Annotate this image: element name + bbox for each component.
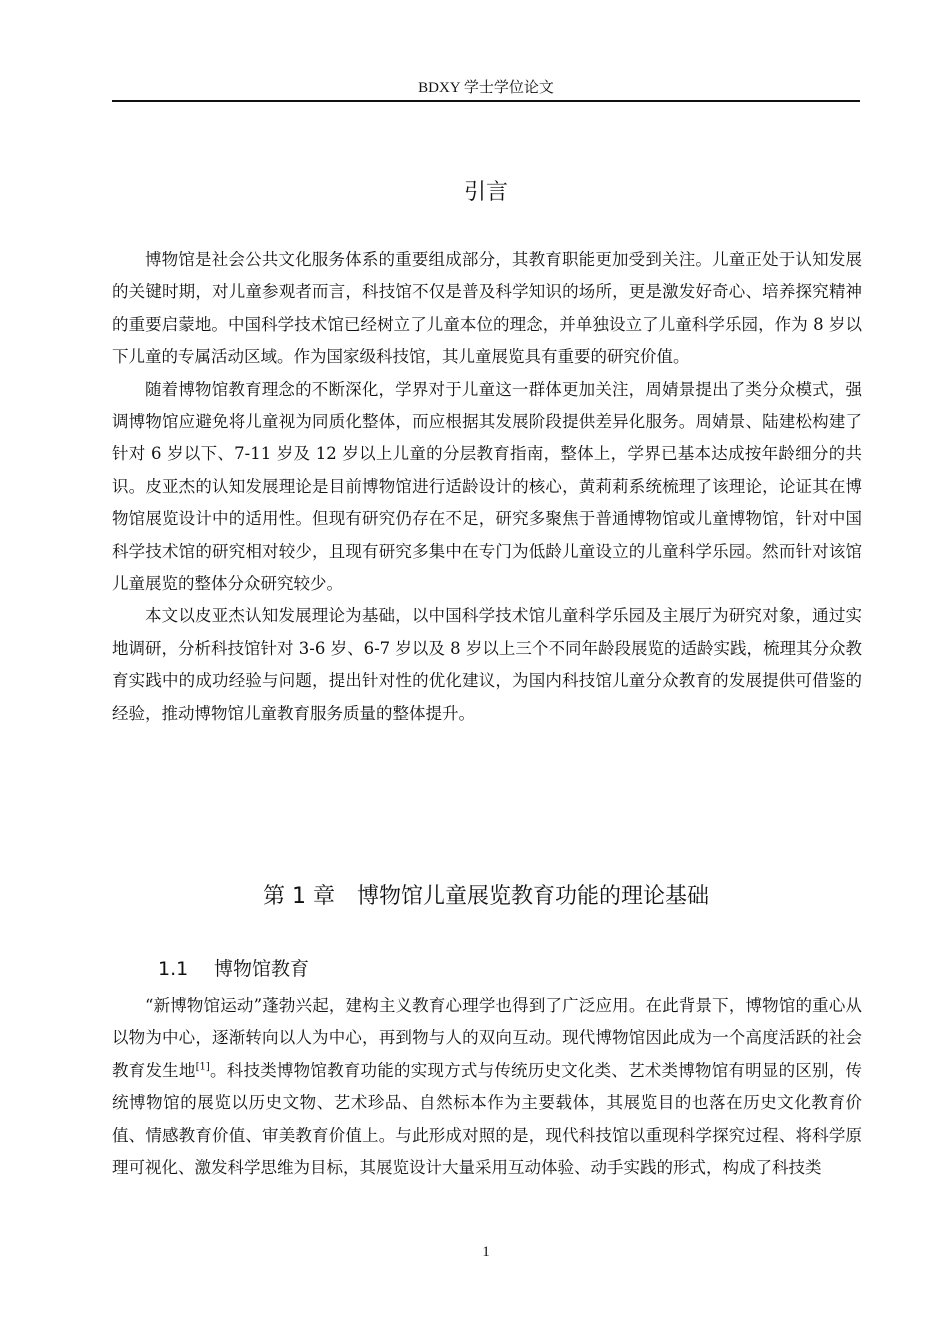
- section-title: 博物馆教育: [214, 958, 310, 980]
- introduction-title: 引言: [463, 180, 508, 205]
- running-header: BDXY 学士学位论文: [418, 80, 554, 96]
- chapter-title: 第 1 章 博物馆儿童展览教育功能的理论基础: [263, 884, 709, 909]
- introduction-paragraph-2: 随着博物馆教育理念的不断深化，学界对于儿童这一群体更加关注，周婧景提出了类分众模式，强调博物馆应避免将儿童视为同质化整体，而应根据其发展阶段提供差异化服务。周婧景、陆建松构建了针对 6 岁以下、7-11 岁及 12 岁以上儿童的分层教育指南，整体上，学界已基本达成按年龄细分的共识。皮亚杰的认知发展理论是目前博物馆进行适龄设计的核心，黄莉莉系统梳理了该理论，论证其在博物馆展览设计中的适用性。但现有研究仍存在不足，研究多聚焦于普通博物馆或儿童博物馆，针对中国科学技术馆的研究相对较少，且现有研究多集中在专门为低龄儿童设立的儿童科学乐园。然而针对该馆儿童展览的整体分众研究较少。: [112, 379, 862, 594]
- introduction-paragraph-1: 博物馆是社会公共文化服务体系的重要组成部分，其教育职能更加受到关注。儿童正处于认知发展的关键时期，对儿童参观者而言，科技馆不仅是普及科学知识的场所，更是激发好奇心、培养探究精神的重要启蒙地。中国科学技术馆已经树立了儿童本位的理念，并单独设立了儿童科学乐园，作为 8 岁以下儿童的专属活动区域。作为国家级科技馆，其儿童展览具有重要的研究价值。: [112, 250, 862, 367]
- section-text-before-citation: “新博物馆运动”蓬勃兴起，建构主义教育心理学也得到了广泛应用。在此背景下，博物馆的重心从以物为中心，逐渐转向以人为中心，再到物与人的双向互动。现代博物馆因此成为一个高度活跃的社会教育发生地: [112, 996, 862, 1080]
- introduction-body: [112, 244, 862, 730]
- section-body: [112, 990, 862, 1184]
- page-number: 1: [482, 1244, 490, 1260]
- section-paragraph-1: [112, 990, 862, 1184]
- section-heading: [158, 955, 309, 983]
- section-text-after-citation: 。科技类博物馆教育功能的实现方式与传统历史文化类、艺术类博物馆有明显的区别，传统博物馆的展览以历史文物、艺术珍品、自然标本作为主要载体，其展览目的也落在历史文化教育价值、情感教育价值、审美教育价值上。与此形成对照的是，现代科技馆以重现科学探究过程、将科学原理可视化、激发科学思维为目标，其展览设计大量采用互动体验、动手实践的形式，构成了科技类: [112, 1060, 863, 1178]
- header-rule: [112, 100, 860, 102]
- introduction-paragraph-3: 本文以皮亚杰认知发展理论为基础，以中国科学技术馆儿童科学乐园及主展厅为研究对象，通过实地调研，分析科技馆针对 3-6 岁、6-7 岁以及 8 岁以上三个不同年龄段展览的适龄实践，梳理其分众教育实践中的成功经验与问题，提出针对性的优化建议，为国内科技馆儿童分众教育的发展提供可借鉴的经验，推动博物馆儿童教育服务质量的整体提升。: [112, 606, 862, 723]
- citation-marker: [1]: [195, 1061, 210, 1073]
- section-number: 1.1: [158, 958, 189, 980]
